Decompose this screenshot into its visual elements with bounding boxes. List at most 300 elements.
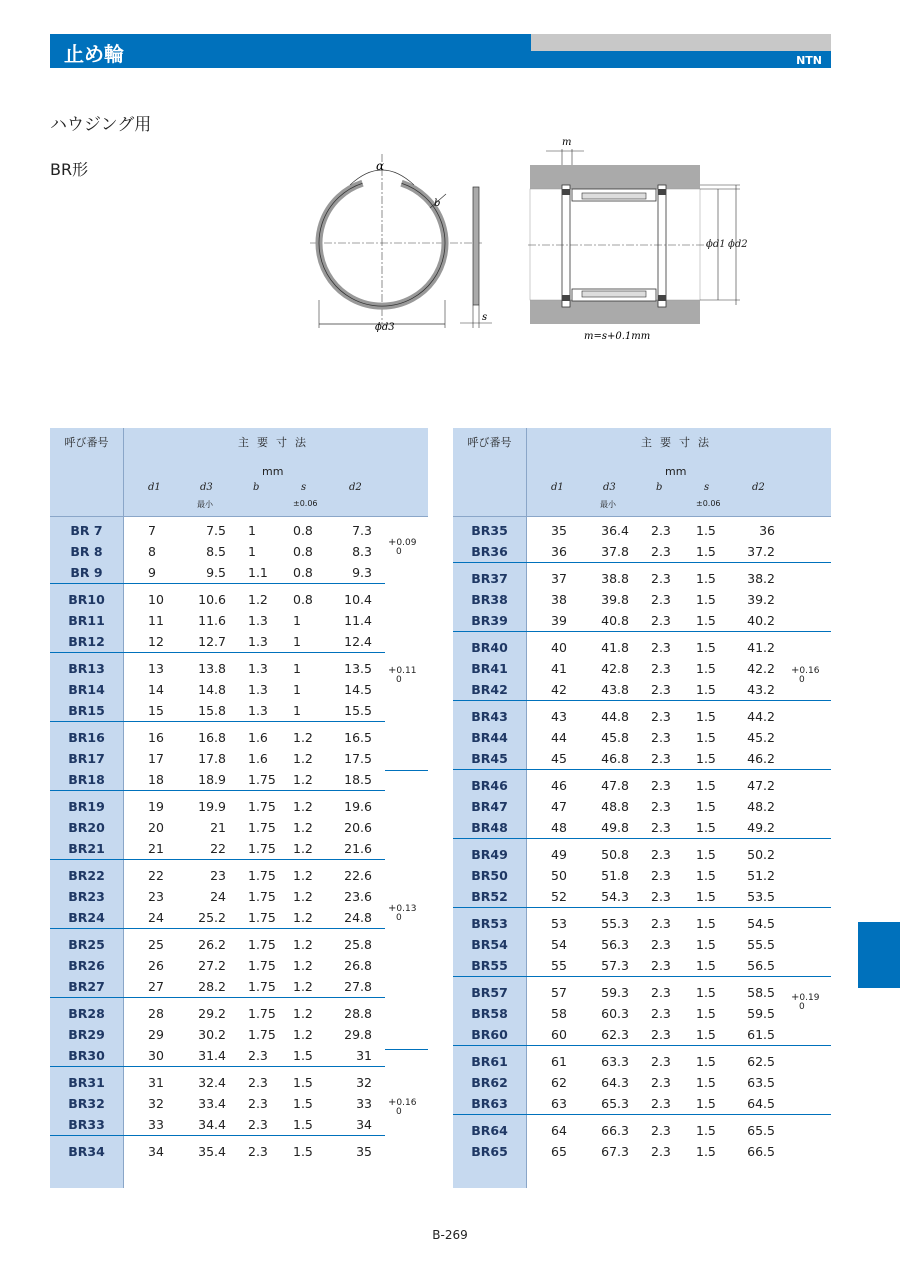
d1-value: 22 (148, 868, 164, 883)
d3-value: 35.4 (198, 1144, 226, 1159)
part-number: BR39 (471, 613, 508, 628)
d2-value: 46.2 (747, 751, 775, 766)
b-value: 2.3 (651, 1027, 671, 1042)
d1-value: 41 (551, 661, 567, 676)
d2-value: 13.5 (344, 661, 372, 676)
d3-value: 12.7 (198, 634, 226, 649)
group-separator (50, 928, 385, 929)
table-row (50, 1045, 428, 1066)
table-row (50, 748, 428, 769)
b-value: 2.3 (651, 1075, 671, 1090)
d2-value: 58.5 (747, 985, 775, 1000)
part-number: BR31 (68, 1075, 105, 1090)
d2-value: 42.2 (747, 661, 775, 676)
table-row (453, 706, 831, 727)
b-value: 2.3 (248, 1096, 268, 1111)
part-number: BR45 (471, 751, 508, 766)
d1-value: 62 (551, 1075, 567, 1090)
tol-sign: + (388, 1097, 397, 1108)
part-number: BR36 (471, 544, 508, 559)
b-value: 2.3 (651, 820, 671, 835)
d1-value: 11 (148, 613, 164, 628)
table-row (50, 934, 428, 955)
table-row (453, 775, 831, 796)
d2-value: 26.8 (344, 958, 372, 973)
b-value: 1.75 (248, 820, 276, 835)
tol-lower: 0 (396, 675, 402, 685)
part-number: BR16 (68, 730, 105, 745)
table-row (50, 1204, 428, 1225)
d3-value: 21 (210, 820, 226, 835)
b-value: 1.75 (248, 979, 276, 994)
d1-value: 26 (148, 958, 164, 973)
d2-value: 16.5 (344, 730, 372, 745)
d2-value: 59.5 (747, 1006, 775, 1021)
d3-value: 64.3 (601, 1075, 629, 1090)
table-row (50, 1162, 428, 1183)
group-separator (50, 721, 385, 722)
col-d2: d2 (349, 482, 362, 493)
d3-value: 65.3 (601, 1096, 629, 1111)
tolerance-label (388, 904, 416, 923)
unit-label: mm (262, 465, 284, 478)
s-value: 1.5 (696, 751, 716, 766)
group-separator (50, 1135, 385, 1136)
s-value: 1 (293, 634, 301, 649)
dimension-table-left (50, 428, 428, 1188)
b-value: 2.3 (651, 613, 671, 628)
d2-value: 64.5 (747, 1096, 775, 1111)
tol-upper: 0.19 (799, 993, 820, 1003)
d3-value: 37.8 (601, 544, 629, 559)
s-value: 1 (293, 661, 301, 676)
group-separator (50, 583, 385, 584)
d3-value: 9.5 (206, 565, 226, 580)
d3-value: 66.3 (601, 1123, 629, 1138)
header-gray-bar (531, 34, 831, 51)
part-number: BR34 (68, 1144, 105, 1159)
d3-value: 36.4 (601, 523, 629, 538)
table-row (453, 1051, 831, 1072)
b-value: 2.3 (651, 937, 671, 952)
d3-value: 18.9 (198, 772, 226, 787)
b-value: 2.3 (248, 1075, 268, 1090)
tol-upper: 0.16 (799, 666, 820, 676)
d3-value: 50.8 (601, 847, 629, 862)
d2-value: 17.5 (344, 751, 372, 766)
b-value: 2.3 (651, 799, 671, 814)
d2-label: ϕd2 (728, 239, 748, 250)
d3-value: 23 (210, 868, 226, 883)
part-number: BR15 (68, 703, 105, 718)
part-number: BR 7 (70, 523, 103, 538)
table-row (453, 955, 831, 976)
s-value: 1.5 (696, 799, 716, 814)
s-value: 1.2 (293, 751, 313, 766)
d1-value: 16 (148, 730, 164, 745)
d1-value: 37 (551, 571, 567, 586)
d3-value: 42.8 (601, 661, 629, 676)
d3-value: 7.5 (206, 523, 226, 538)
d1-value: 19 (148, 799, 164, 814)
part-number: BR35 (471, 523, 508, 538)
b-value: 1.1 (248, 565, 268, 580)
d3-value: 22 (210, 841, 226, 856)
s-value: 1.2 (293, 772, 313, 787)
d2-value: 8.3 (352, 544, 372, 559)
s-note: ±0.06 (696, 499, 721, 508)
s-value: 1.2 (293, 820, 313, 835)
part-number: BR14 (68, 682, 105, 697)
d3-value: 44.8 (601, 709, 629, 724)
part-number: BR38 (471, 592, 508, 607)
d3-label: ϕd3 (375, 322, 395, 333)
d3-note: 最小 (197, 500, 213, 509)
d1-value: 29 (148, 1027, 164, 1042)
snap-ring-drawing (310, 150, 510, 340)
d3-value: 51.8 (601, 868, 629, 883)
d2-value: 40.2 (747, 613, 775, 628)
col-d1: d1 (148, 482, 161, 493)
d2-value: 39.2 (747, 592, 775, 607)
col-s: s (301, 482, 307, 493)
d1-value: 57 (551, 985, 567, 1000)
b-value: 1.3 (248, 682, 268, 697)
d3-value: 17.8 (198, 751, 226, 766)
s-value: 0.8 (293, 544, 313, 559)
s-value: 1.5 (696, 1123, 716, 1138)
s-value: 1.5 (696, 523, 716, 538)
s-value: 0.8 (293, 565, 313, 580)
group-separator (453, 700, 831, 701)
tol-lower: 0 (799, 1002, 805, 1012)
d2-value: 35 (356, 1144, 372, 1159)
d1-value: 61 (551, 1054, 567, 1069)
group-separator (453, 1045, 831, 1046)
d3-value: 60.3 (601, 1006, 629, 1021)
part-number: BR63 (471, 1096, 508, 1111)
d3-value: 62.3 (601, 1027, 629, 1042)
d2-value: 32 (356, 1075, 372, 1090)
header-divider (50, 516, 428, 517)
tol-upper: 0.16 (396, 1098, 417, 1108)
part-number: BR33 (68, 1117, 105, 1132)
group-separator (453, 631, 831, 632)
d2-value: 22.6 (344, 868, 372, 883)
b-value: 2.3 (651, 571, 671, 586)
table-row (50, 589, 428, 610)
d2-value: 25.8 (344, 937, 372, 952)
b-value: 2.3 (651, 544, 671, 559)
table-row (453, 1093, 831, 1114)
d1-value: 8 (148, 544, 156, 559)
part-number: BR37 (471, 571, 508, 586)
s-value: 1.2 (293, 730, 313, 745)
b-value: 1.75 (248, 1006, 276, 1021)
b-value: 2.3 (651, 1144, 671, 1159)
d1-value: 34 (148, 1144, 164, 1159)
d3-note: 最小 (600, 500, 616, 509)
d2-value: 9.3 (352, 565, 372, 580)
s-value: 1.5 (696, 1027, 716, 1042)
s-value: 1.5 (696, 820, 716, 835)
tolerance-label (791, 666, 819, 685)
d3-value: 25.2 (198, 910, 226, 925)
d1-value: 63 (551, 1096, 567, 1111)
col-b: b (253, 482, 260, 493)
table-row (50, 562, 428, 583)
group-separator (50, 1066, 385, 1067)
d1-value: 23 (148, 889, 164, 904)
b-value: 1.75 (248, 958, 276, 973)
group-separator (453, 838, 831, 839)
s-value: 0.8 (293, 592, 313, 607)
s-value: 1 (293, 613, 301, 628)
type-name: BR形 (50, 160, 89, 179)
d2-value: 7.3 (352, 523, 372, 538)
s-value: 1.2 (293, 889, 313, 904)
b-value: 1.75 (248, 937, 276, 952)
table-row (453, 934, 831, 955)
d2-value: 50.2 (747, 847, 775, 862)
b-value: 2.3 (651, 751, 671, 766)
tol-lower: 0 (799, 675, 805, 685)
d1-value: 54 (551, 937, 567, 952)
table-row (453, 817, 831, 838)
d1-value: 30 (148, 1048, 164, 1063)
d3-value: 28.2 (198, 979, 226, 994)
d2-value: 38.2 (747, 571, 775, 586)
s-value: 1.2 (293, 841, 313, 856)
table-row (453, 982, 831, 1003)
d1-value: 64 (551, 1123, 567, 1138)
b-value: 1.75 (248, 841, 276, 856)
part-number: BR30 (68, 1048, 105, 1063)
d1-value: 48 (551, 820, 567, 835)
b-value: 1.75 (248, 772, 276, 787)
tolerance-label (388, 538, 416, 557)
page-number: B-269 (432, 1228, 468, 1242)
part-number: BR43 (471, 709, 508, 724)
d3-value: 41.8 (601, 640, 629, 655)
b-value: 1.2 (248, 592, 268, 607)
d2-value: 53.5 (747, 889, 775, 904)
table-row (50, 520, 428, 541)
s-value: 1.2 (293, 799, 313, 814)
d3-value: 16.8 (198, 730, 226, 745)
part-number: BR54 (471, 937, 508, 952)
s-value: 1.2 (293, 958, 313, 973)
d3-value: 34.4 (198, 1117, 226, 1132)
s-value: 1.2 (293, 910, 313, 925)
d1-value: 28 (148, 1006, 164, 1021)
s-value: 1.2 (293, 1006, 313, 1021)
d1-value: 60 (551, 1027, 567, 1042)
d1-value: 36 (551, 544, 567, 559)
s-value: 1.2 (293, 1027, 313, 1042)
tol-upper: 0.09 (396, 538, 417, 548)
table-row (453, 520, 831, 541)
d3-value: 67.3 (601, 1144, 629, 1159)
s-value: 1.5 (696, 889, 716, 904)
s-value: 1.5 (696, 640, 716, 655)
d1-value: 39 (551, 613, 567, 628)
part-number: BR23 (68, 889, 105, 904)
b-value: 2.3 (248, 1117, 268, 1132)
d1-value: 31 (148, 1075, 164, 1090)
b-value: 2.3 (651, 847, 671, 862)
s-value: 0.8 (293, 523, 313, 538)
s-value: 1.5 (696, 613, 716, 628)
s-value: 1.2 (293, 979, 313, 994)
b-value: 1.75 (248, 889, 276, 904)
d1-value: 32 (148, 1096, 164, 1111)
col-main-header: 主要寸法 (238, 436, 314, 449)
d1-value: 44 (551, 730, 567, 745)
d3-value: 46.8 (601, 751, 629, 766)
d3-value: 49.8 (601, 820, 629, 835)
col-d1: d1 (551, 482, 564, 493)
d1-value: 43 (551, 709, 567, 724)
table-row (50, 886, 428, 907)
part-number: BR21 (68, 841, 105, 856)
d3-value: 13.8 (198, 661, 226, 676)
d1-value: 55 (551, 958, 567, 973)
s-value: 1.5 (293, 1048, 313, 1063)
b-value: 1.6 (248, 730, 268, 745)
b-value: 2.3 (651, 661, 671, 676)
d2-value: 21.6 (344, 841, 372, 856)
part-number: BR 8 (70, 544, 103, 559)
d2-value: 65.5 (747, 1123, 775, 1138)
tol-lower: 0 (396, 1107, 402, 1117)
s-value: 1.5 (696, 1144, 716, 1159)
table-row (50, 631, 428, 652)
part-number: BR29 (68, 1027, 105, 1042)
d2-value: 43.2 (747, 682, 775, 697)
b-value: 2.3 (651, 889, 671, 904)
d1-value: 13 (148, 661, 164, 676)
d1-value: 40 (551, 640, 567, 655)
s-value: 1.2 (293, 937, 313, 952)
part-number: BR44 (471, 730, 508, 745)
b-value: 2.3 (651, 778, 671, 793)
tol-sign: + (791, 665, 800, 676)
group-separator (50, 859, 385, 860)
table-row (50, 541, 428, 562)
section-subtitle: ハウジング用 (50, 115, 152, 135)
d2-value: 15.5 (344, 703, 372, 718)
d1-value: 33 (148, 1117, 164, 1132)
s-value: 1.5 (696, 847, 716, 862)
d3-value: 29.2 (198, 1006, 226, 1021)
part-number: BR17 (68, 751, 105, 766)
d2-value: 62.5 (747, 1054, 775, 1069)
d2-value: 51.2 (747, 868, 775, 883)
part-number: BR40 (471, 640, 508, 655)
table-row (453, 727, 831, 748)
formula-label: m=s+0.1mm (584, 331, 651, 342)
d2-value: 63.5 (747, 1075, 775, 1090)
table-row (453, 568, 831, 589)
d2-value: 56.5 (747, 958, 775, 973)
group-separator (385, 770, 428, 771)
s-value: 1.5 (696, 778, 716, 793)
b-value: 2.3 (248, 1144, 268, 1159)
d3-value: 33.4 (198, 1096, 226, 1111)
d3-value: 57.3 (601, 958, 629, 973)
b-value: 2.3 (651, 1054, 671, 1069)
table-row (50, 955, 428, 976)
table-row (50, 817, 428, 838)
b-value: 2.3 (651, 985, 671, 1000)
b-value: 2.3 (651, 523, 671, 538)
part-number: BR61 (471, 1054, 508, 1069)
s-value: 1.5 (696, 592, 716, 607)
part-number: BR25 (68, 937, 105, 952)
d3-value: 63.3 (601, 1054, 629, 1069)
b-value: 1.75 (248, 910, 276, 925)
dimension-table-right (453, 428, 831, 1188)
header-divider (453, 516, 831, 517)
d3-value: 43.8 (601, 682, 629, 697)
table-row (50, 865, 428, 886)
table-row (50, 907, 428, 928)
s-value: 1.5 (696, 985, 716, 1000)
table-row (50, 769, 428, 790)
d2-value: 33 (356, 1096, 372, 1111)
d1-value: 35 (551, 523, 567, 538)
d2-value: 19.6 (344, 799, 372, 814)
part-number: BR12 (68, 634, 105, 649)
b-value: 2.3 (651, 709, 671, 724)
d2-value: 55.5 (747, 937, 775, 952)
col-s: s (704, 482, 710, 493)
d3-value: 32.4 (198, 1075, 226, 1090)
tol-lower: 0 (396, 547, 402, 557)
d2-value: 18.5 (344, 772, 372, 787)
table-row (50, 1183, 428, 1204)
group-separator (453, 769, 831, 770)
s-value: 1 (293, 682, 301, 697)
d1-value: 17 (148, 751, 164, 766)
d2-value: 44.2 (747, 709, 775, 724)
part-number: BR48 (471, 820, 508, 835)
d1-value: 49 (551, 847, 567, 862)
part-number: BR64 (471, 1123, 508, 1138)
d1-value: 45 (551, 751, 567, 766)
d2-value: 20.6 (344, 820, 372, 835)
s-value: 1.5 (696, 1075, 716, 1090)
part-number: BR52 (471, 889, 508, 904)
b-value: 1.75 (248, 868, 276, 883)
d2-value: 61.5 (747, 1027, 775, 1042)
part-number: BR32 (68, 1096, 105, 1111)
d1-value: 53 (551, 916, 567, 931)
table-row (50, 1141, 428, 1162)
d3-value: 39.8 (601, 592, 629, 607)
housing-assembly-drawing (528, 135, 758, 345)
b-value: 2.3 (651, 958, 671, 973)
tol-sign: + (791, 992, 800, 1003)
d1-value: 18 (148, 772, 164, 787)
b-value: 1.75 (248, 1027, 276, 1042)
d2-value: 29.8 (344, 1027, 372, 1042)
group-separator (50, 652, 385, 653)
s-value: 1.5 (696, 571, 716, 586)
table-row (50, 1024, 428, 1045)
col-d3: d3 (603, 482, 616, 493)
